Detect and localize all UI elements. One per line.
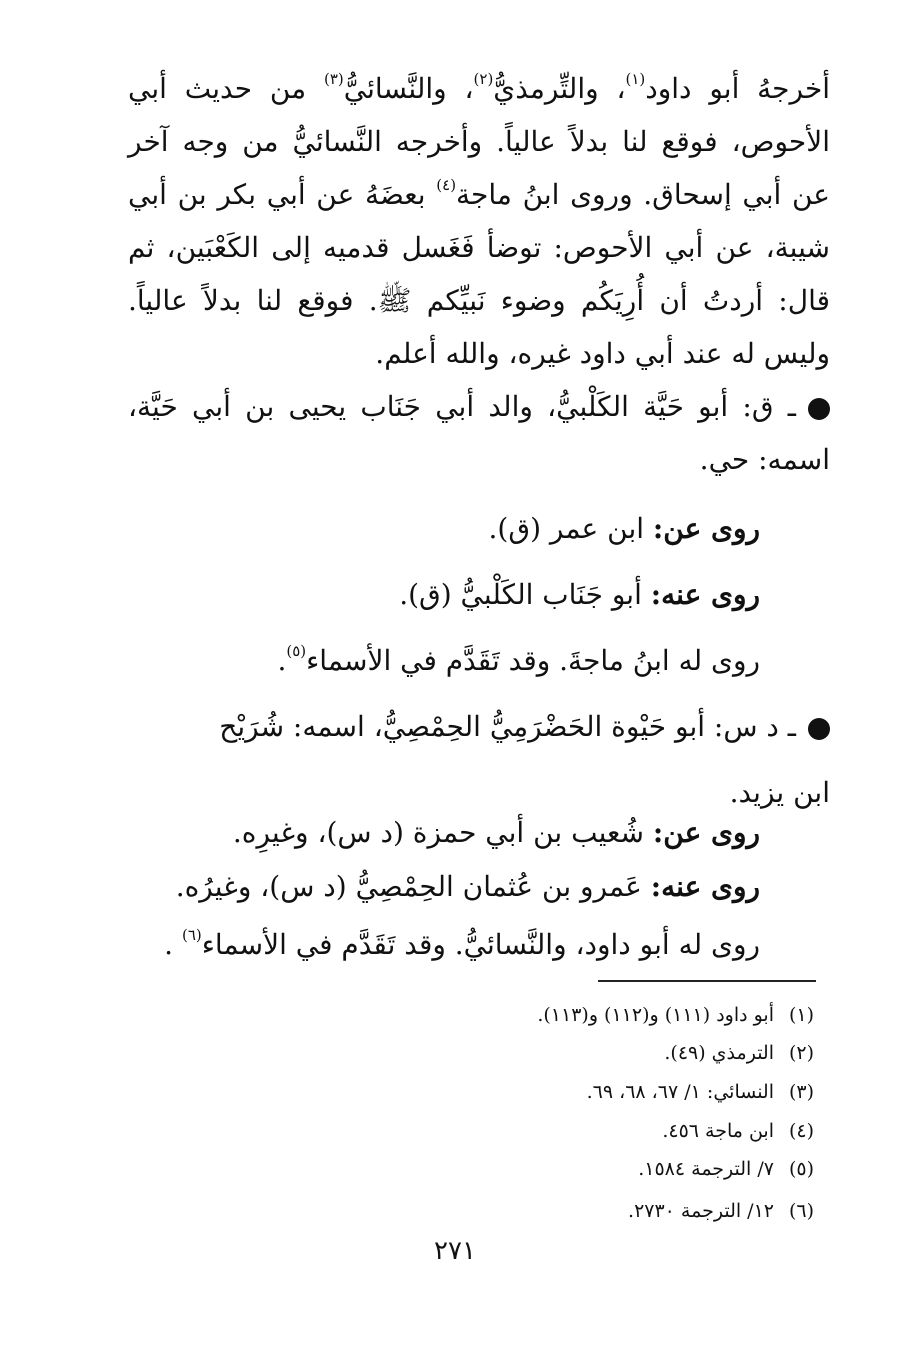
footnote-ref[interactable]: (١) xyxy=(625,70,646,88)
rawa-lahu-text: روى له ابنُ ماجةَ. وقد تَقَدَّم في الأسماء xyxy=(306,644,760,677)
rawa-an-line xyxy=(128,806,760,859)
footnote-number: (٦) xyxy=(788,1200,814,1222)
footnote-item xyxy=(628,1199,814,1223)
footnote-ref[interactable]: (٢) xyxy=(473,70,494,88)
page-number: ٢٧١ xyxy=(434,1236,476,1266)
rawa-lahu-line xyxy=(128,634,760,687)
entry-heading-text: ـ ق: أبو حَيَّة الكَلْبيُّ، والد أبي جَنَاب يحيى بن أبي حَيَّة، اسمه: حي. xyxy=(128,390,830,476)
rawa-anhu-line xyxy=(128,860,760,913)
text-segment: ، والتِّرمذيُّ xyxy=(493,72,626,105)
bullet-icon xyxy=(808,718,830,740)
footnote-item xyxy=(664,1041,814,1065)
footnote-number: (٣) xyxy=(788,1081,814,1103)
rawa-anhu-line xyxy=(128,568,760,621)
footnote-number: (١) xyxy=(788,1004,814,1026)
footnote-number: (٤) xyxy=(788,1120,814,1142)
footnote-ref[interactable]: (٥) xyxy=(286,642,307,660)
entry-heading-text: ـ د س: أبو حَيْوة الحَضْرَمِيُّ الحِمْصِيُّ، اسمه: شُرَيْح xyxy=(219,710,796,743)
footnote-text: أبو داود (١١١) و(١١٢) و(١١٣). xyxy=(537,1004,774,1026)
text-segment: من حديث أبي الأحوص، فوقع لنا بدلاً عالياً. وأخرجه النَّسائيُّ من وجه آخر عن أبي إسحاق. وروى ابنُ ماجة xyxy=(128,72,831,211)
rawa-anhu-label: روى عنه: xyxy=(650,870,760,903)
footnote-text: النسائي: ١/ ٦٧، ٦٨، ٦٩. xyxy=(586,1081,774,1103)
footnote-text: ٧/ الترجمة ١٥٨٤. xyxy=(638,1158,774,1180)
rawa-an-label: روى عن: xyxy=(652,512,760,545)
footnote-ref[interactable]: (٤) xyxy=(436,176,457,194)
rawa-an-text: شُعيب بن أبي حمزة (د س)، وغيرِه. xyxy=(232,816,653,849)
bullet-icon xyxy=(808,398,830,420)
text-segment: . xyxy=(164,928,182,961)
rawa-an-text: ابن عمر (ق). xyxy=(488,512,653,545)
footnote-item xyxy=(537,1003,814,1027)
text-segment: بعضَهُ عن أبي بكر بن أبي شيبة، عن أبي الأحوص: توضأ فَغَسل قدميه إلى الكَعْبَين، ثم قال: أردتُ أن أُرِيَكُم وضوء نَبيِّكم ﷺ. فوقع لنا بدلاً عالياً. وليس له عند أبي داود غيره، والله أعلم. xyxy=(128,178,830,370)
footnote-ref[interactable]: (٦) xyxy=(181,926,202,944)
footnote-separator xyxy=(598,980,816,982)
entry-heading-abu-haywa xyxy=(128,700,830,753)
footnote-text: ١٢/ الترجمة ٢٧٣٠. xyxy=(628,1200,774,1222)
entry-heading-abu-hayya xyxy=(128,380,830,486)
intro-paragraph xyxy=(128,62,830,380)
footnote-item xyxy=(638,1157,814,1181)
footnote-text: الترمذي (٤٩). xyxy=(664,1042,774,1064)
footnote-item xyxy=(662,1119,814,1143)
footnote-ref[interactable]: (٣) xyxy=(323,70,344,88)
rawa-anhu-label: روى عنه: xyxy=(650,578,760,611)
rawa-lahu-text: روى له أبو داود، والنَّسائيُّ. وقد تَقَدَّم في الأسماء xyxy=(201,928,760,961)
footnote-number: (٥) xyxy=(788,1158,814,1180)
rawa-an-label: روى عن: xyxy=(652,816,760,849)
rawa-lahu-line xyxy=(128,918,760,971)
footnote-number: (٢) xyxy=(788,1042,814,1064)
footnote-text: ابن ماجة ٤٥٦. xyxy=(662,1120,774,1142)
text-segment: ، والنَّسائيُّ xyxy=(343,72,474,105)
footnote-item xyxy=(587,1080,814,1104)
text-segment: أخرجهُ أبو داود xyxy=(645,72,831,105)
rawa-an-line xyxy=(128,502,760,555)
entry-heading-text: ابن يزيد. xyxy=(729,776,830,809)
text-segment: . xyxy=(277,644,287,677)
rawa-anhu-text: أبو جَنَاب الكَلْبيُّ (ق). xyxy=(399,578,651,611)
rawa-anhu-text: عَمرو بن عُثمان الحِمْصِيُّ (د س)، وغيرُه. xyxy=(175,870,651,903)
